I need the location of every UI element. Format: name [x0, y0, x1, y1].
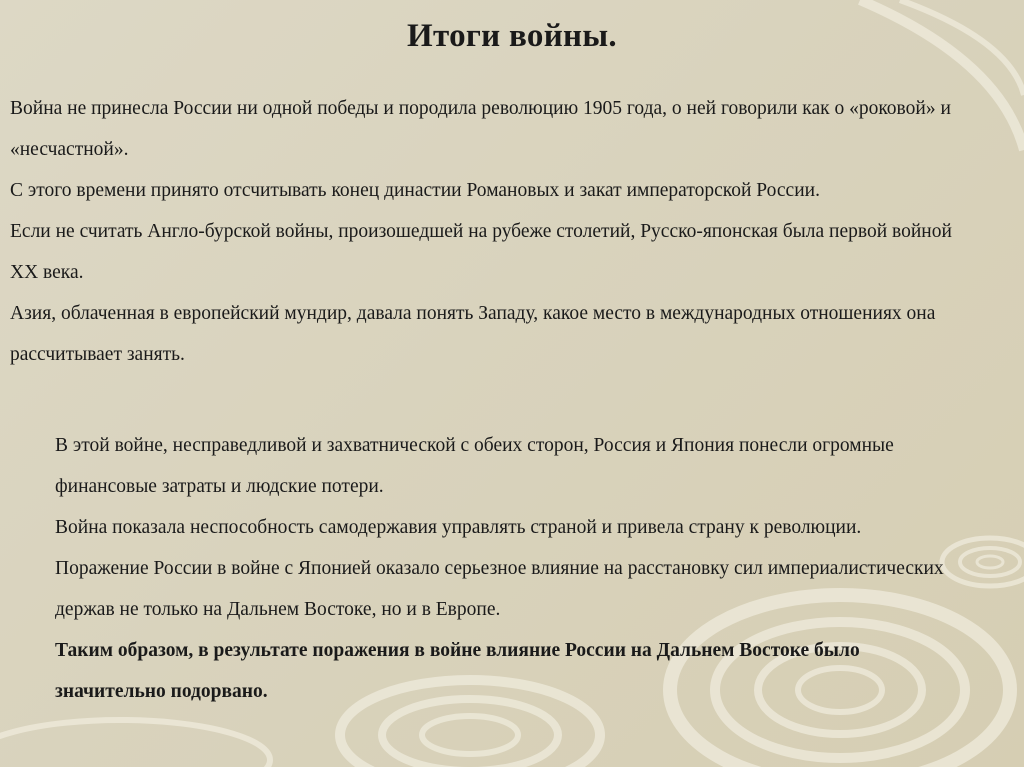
summary-block-second: [55, 425, 975, 712]
paragraph-asia-european-uniform: Азия, облаченная в европейский мундир, давала понять Западу, какое место в международных отношениях она рассчитывает занять.: [10, 303, 936, 365]
paragraph-first-war-20th-century: Если не считать Англо-бурской войны, произошедшей на рубеже столетий, Русско-японская была первой войной XX века.: [10, 221, 952, 283]
paragraph-war-costs: В этой войне, несправедливой и захватнической с обеих сторон, Россия и Япония понесли огромные финансовые затраты и людские потери.: [55, 435, 894, 497]
summary-block-first: [10, 88, 970, 375]
paragraph-romanov-dynasty-end: С этого времени принято отсчитывать конец династии Романовых и закат императорской России.: [10, 180, 820, 201]
paragraph-conclusion: Таким образом, в результате поражения в войне влияние России на Дальнем Востоке было значительно подорвано.: [55, 640, 860, 702]
slide-title: Итоги войны.: [407, 18, 617, 54]
paragraph-balance-of-power: Поражение России в войне с Японией оказало серьезное влияние на расстановку сил империалистических держав не только на Дальнем Востоке, но и в Европе.: [55, 558, 944, 620]
paragraph-war-no-victory: Война не принесла России ни одной победы и породила революцию 1905 года, о ней говорили как о «роковой» и «несчастной».: [10, 98, 951, 160]
paragraph-autocracy-failure: Война показала неспособность самодержавия управлять страной и привела страну к революции.: [55, 517, 862, 538]
